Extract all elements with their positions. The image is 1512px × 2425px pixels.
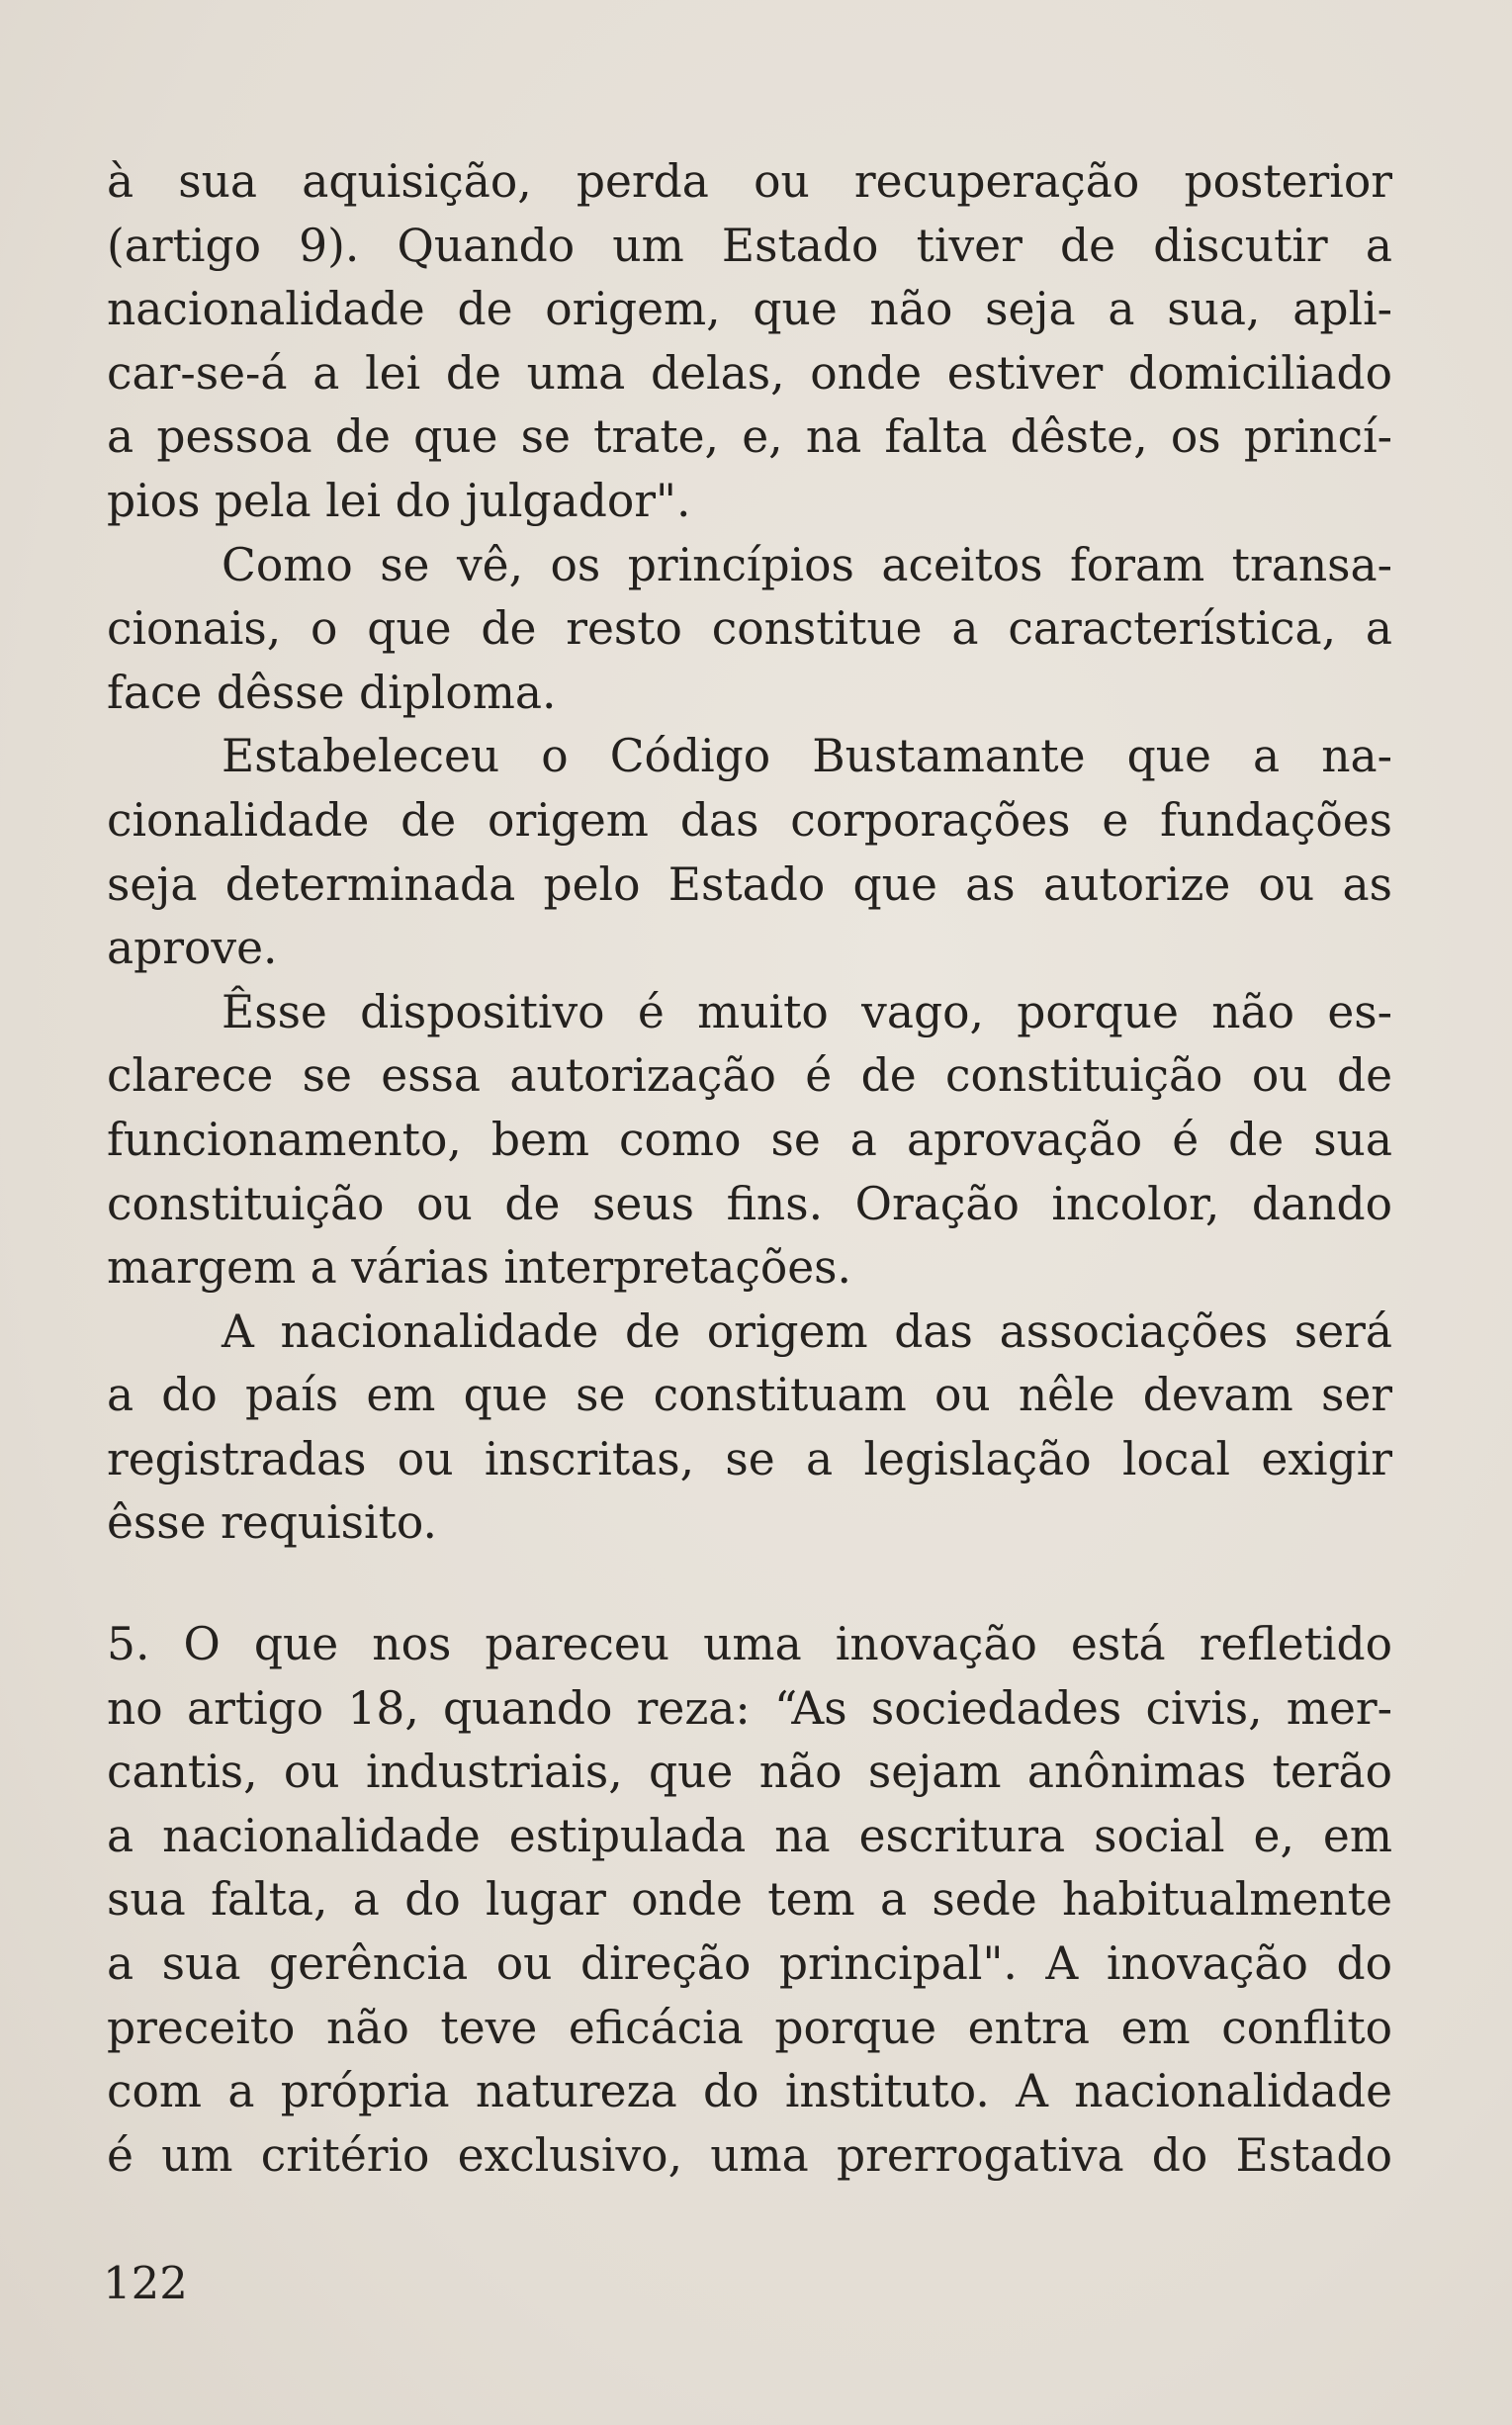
text-line: êsse requisito.	[107, 1496, 437, 1550]
text-line: cionais, o que de resto constitue a característica, a	[107, 602, 1392, 656]
text-line: a nacionalidade estipulada na escritura social e, em	[107, 1809, 1392, 1862]
text-line: a sua gerência ou direção principal". A inovação do	[107, 1937, 1392, 1991]
text-line: seja determinada pelo Estado que as autorize ou as	[107, 857, 1392, 911]
text-line: com a própria natureza do instituto. A nacionalidade	[107, 2065, 1392, 2118]
paragraph-4	[107, 981, 1392, 1301]
text-line: pios pela lei do julgador".	[107, 474, 691, 527]
paragraph-1	[107, 150, 1392, 534]
text-line: clarece se essa autorização é de constituição ou de	[107, 1049, 1392, 1103]
text-line: cionalidade de origem das corporações e fundações	[107, 793, 1392, 847]
text-line: preceito não teve eficácia porque entra em conflito	[107, 2001, 1392, 2054]
paragraph-5	[107, 1301, 1392, 1556]
text-line: a do país em que se constituam ou nêle devam ser	[107, 1369, 1392, 1422]
text-line: à sua aquisição, perda ou recuperação posterior	[107, 155, 1392, 208]
text-line: A nacionalidade de origem das associações será	[222, 1304, 1392, 1358]
text-line: (artigo 9). Quando um Estado tiver de discutir a	[107, 219, 1392, 272]
text-line: Como se vê, os princípios aceitos foram transa-	[222, 538, 1392, 591]
text-line: cantis, ou industriais, que não sejam anônimas terão	[107, 1746, 1392, 1799]
text-line: aprove.	[107, 922, 278, 975]
text-line: margem a várias interpretações.	[107, 1241, 851, 1295]
text-line: a pessoa de que se trate, e, na falta dêste, os princí-	[107, 410, 1392, 464]
text-line: nacionalidade de origem, que não seja a sua, apli-	[107, 283, 1392, 336]
section-gap	[107, 1556, 1392, 1613]
text-line: no artigo 18, quando reza: “As sociedades civis, mer-	[107, 1681, 1392, 1735]
text-line: constituição ou de seus fins. Oração incolor, dando	[107, 1177, 1392, 1230]
text-line: face dêsse diploma.	[107, 666, 557, 719]
page-number: 122	[103, 2257, 188, 2309]
text-line: funcionamento, bem como se a aprovação é de sua	[107, 1113, 1392, 1166]
paragraph-6	[107, 1613, 1392, 2188]
text-line: registradas ou inscritas, se a legislação local exigir	[107, 1432, 1392, 1485]
text-line: car-se-á a lei de uma delas, onde estiver domiciliado	[107, 346, 1392, 400]
body-text	[107, 150, 1392, 2188]
paragraph-2	[107, 534, 1392, 726]
paragraph-3	[107, 725, 1392, 980]
text-line: sua falta, a do lugar onde tem a sede habitualmente	[107, 1873, 1392, 1927]
text-line: Estabeleceu o Código Bustamante que a na-	[222, 730, 1392, 783]
text-line: Êsse dispositivo é muito vago, porque não es-	[222, 985, 1392, 1038]
text-line: 5. O que nos pareceu uma inovação está refletido	[107, 1618, 1392, 1671]
text-line: é um critério exclusivo, uma prerrogativa do Estado	[107, 2128, 1392, 2182]
